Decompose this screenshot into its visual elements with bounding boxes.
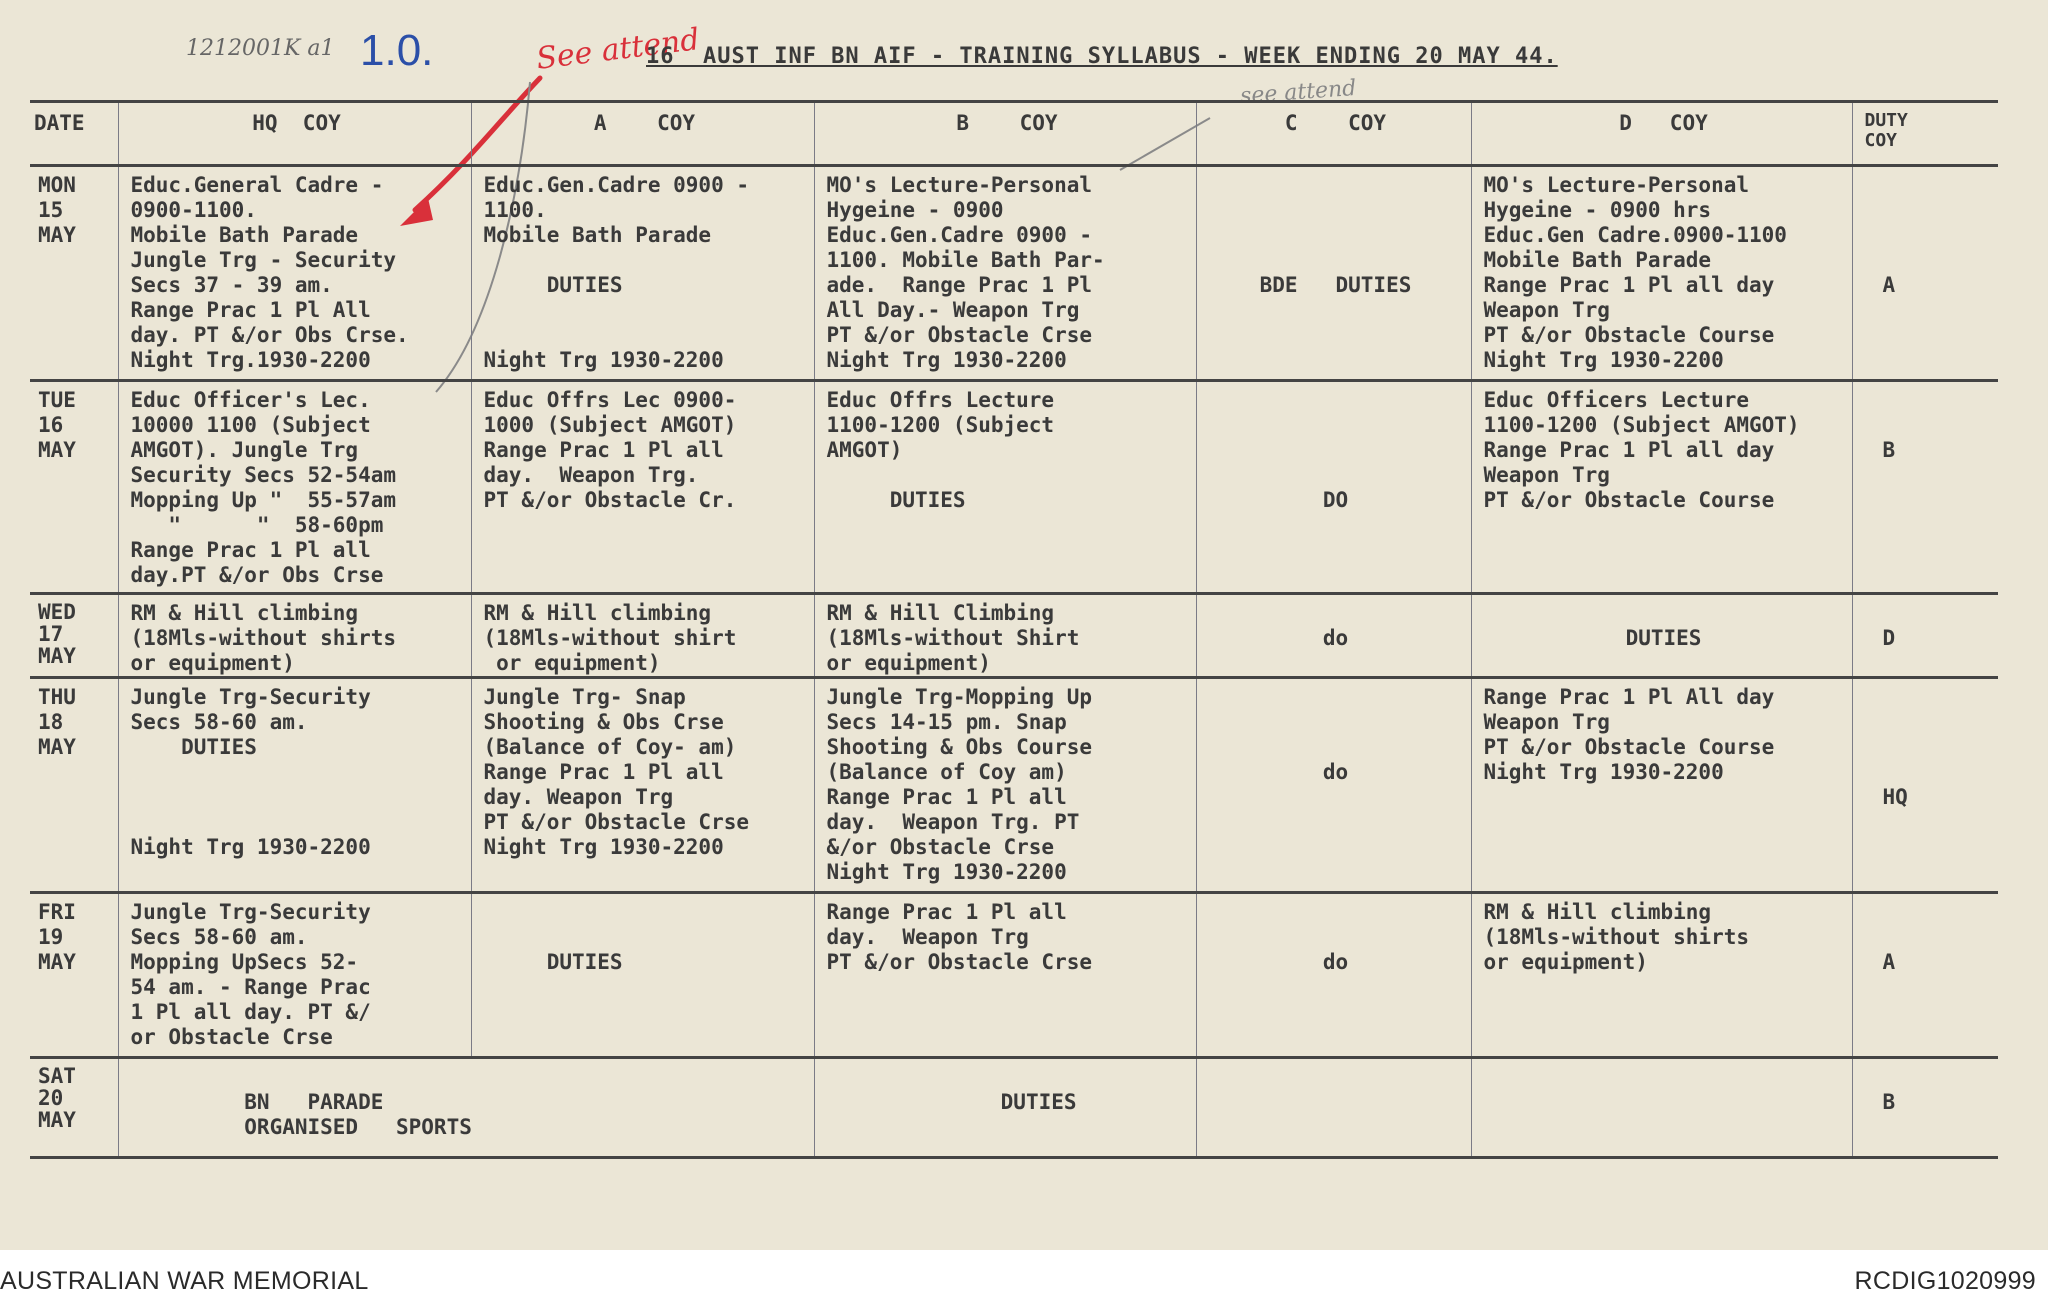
archive-name: AUSTRALIAN WAR MEMORIAL bbox=[0, 1267, 369, 1295]
header-c-coy: C COY bbox=[1196, 102, 1471, 166]
cell-a-coy: DUTIES bbox=[471, 893, 814, 1058]
cell-b-coy: MO's Lecture-Personal Hygeine - 0900 Educ.Gen.Cadre 0900 - 1100. Mobile Bath Par- ade. Range Prac 1 Pl All Day.- Weapon Trg PT &/or Obstacle Crse Night Trg 1930-2200 bbox=[814, 166, 1196, 381]
cell-d-coy bbox=[1471, 1058, 1852, 1158]
cell-b-coy: Educ Offrs Lecture 1100-1200 (Subject AMGOT) DUTIES bbox=[814, 381, 1196, 594]
cell-c-coy: BDE DUTIES bbox=[1196, 166, 1471, 381]
cell-d-coy: DUTIES bbox=[1471, 594, 1852, 678]
cell-d-coy: Range Prac 1 Pl All day Weapon Trg PT &/or Obstacle Course Night Trg 1930-2200 bbox=[1471, 678, 1852, 893]
cell-duty-coy: A bbox=[1852, 166, 1998, 381]
cell-c-coy: do bbox=[1196, 893, 1471, 1058]
cell-c-coy bbox=[1196, 1058, 1471, 1158]
row-date: WED 17 MAY bbox=[38, 600, 76, 668]
cell-duty-coy: HQ bbox=[1852, 678, 1998, 893]
cell-b-coy: Range Prac 1 Pl all day. Weapon Trg PT &/or Obstacle Crse bbox=[814, 893, 1196, 1058]
cell-hq-coy: Educ Officer's Lec. 10000 1100 (Subject AMGOT). Jungle Trg Security Secs 52-54am Mopping Up " 55-57am " " 58-60pm Range Prac 1 Pl all day.PT &/or Obs Crse bbox=[118, 381, 471, 594]
cell-hq-coy: RM & Hill climbing (18Mls-without shirts or equipment) bbox=[118, 594, 471, 678]
header-duty-coy: DUTY COY bbox=[1852, 102, 1998, 166]
cell-hq-a-coy: BN PARADE ORGANISED SPORTS bbox=[118, 1058, 814, 1158]
header-a-coy: A COY bbox=[471, 102, 814, 166]
row-date: THU 18 MAY bbox=[38, 685, 76, 759]
cell-b-coy: RM & Hill Climbing (18Mls-without Shirt or equipment) bbox=[814, 594, 1196, 678]
row-date: MON 15 MAY bbox=[38, 173, 76, 247]
table-row bbox=[30, 381, 1998, 594]
cell-c-coy: DO bbox=[1196, 381, 1471, 594]
cell-d-coy: Educ Officers Lecture 1100-1200 (Subject AMGOT) Range Prac 1 Pl all day Weapon Trg PT &/or Obstacle Course bbox=[1471, 381, 1852, 594]
document-title: 16 AUST INF BN AIF - TRAINING SYLLABUS - WEEK ENDING 20 MAY 44. bbox=[646, 44, 1558, 69]
cell-a-coy: RM & Hill climbing (18Mls-without shirt or equipment) bbox=[471, 594, 814, 678]
pencil-annotation: see attend bbox=[1239, 75, 1358, 110]
header-hq-coy: HQ COY bbox=[118, 102, 471, 166]
table-row bbox=[30, 1058, 1998, 1158]
row-date: TUE 16 MAY bbox=[38, 388, 76, 462]
archive-id: RCDIG1020999 bbox=[1854, 1267, 2036, 1295]
cell-d-coy: RM & Hill climbing (18Mls-without shirts or equipment) bbox=[1471, 893, 1852, 1058]
cell-hq-coy: Jungle Trg-Security Secs 58-60 am. DUTIES Night Trg 1930-2200 bbox=[118, 678, 471, 893]
cell-duty-coy: B bbox=[1852, 1058, 1998, 1158]
cell-a-coy: Jungle Trg- Snap Shooting & Obs Crse (Balance of Coy- am) Range Prac 1 Pl all day. Weapon Trg PT &/or Obstacle Crse Night Trg 1930-2200 bbox=[471, 678, 814, 893]
handwritten-reference: 1212001K a1 bbox=[186, 36, 335, 61]
row-date: SAT 20 MAY bbox=[38, 1064, 76, 1132]
archive-footer bbox=[0, 1250, 2048, 1313]
header-date: DATE bbox=[34, 111, 85, 135]
training-syllabus-table bbox=[30, 100, 1998, 1159]
handwritten-number: 1.0. bbox=[360, 26, 434, 75]
cell-hq-coy: Educ.General Cadre - 0900-1100. Mobile Bath Parade Jungle Trg - Security Secs 37 - 39 am. Range Prac 1 Pl All day. PT &/or Obs Crse. Night Trg.1930-2200 bbox=[118, 166, 471, 381]
cell-duty-coy: B bbox=[1852, 381, 1998, 594]
table-row bbox=[30, 678, 1998, 893]
cell-a-coy: Educ Offrs Lec 0900- 1000 (Subject AMGOT) Range Prac 1 Pl all day. Weapon Trg. PT &/or Obstacle Cr. bbox=[471, 381, 814, 594]
cell-duty-coy: A bbox=[1852, 893, 1998, 1058]
table-row bbox=[30, 893, 1998, 1058]
header-row bbox=[30, 102, 1998, 166]
cell-d-coy: MO's Lecture-Personal Hygeine - 0900 hrs Educ.Gen Cadre.0900-1100 Mobile Bath Parade Range Prac 1 Pl all day Weapon Trg PT &/or Obstacle Course Night Trg 1930-2200 bbox=[1471, 166, 1852, 381]
cell-duty-coy: D bbox=[1852, 594, 1998, 678]
red-annotation: See attend bbox=[534, 22, 702, 77]
table-row bbox=[30, 166, 1998, 381]
header-b-coy: B COY bbox=[814, 102, 1196, 166]
cell-c-coy: do bbox=[1196, 678, 1471, 893]
cell-hq-coy: Jungle Trg-Security Secs 58-60 am. Mopping UpSecs 52- 54 am. - Range Prac 1 Pl all day. PT &/ or Obstacle Crse bbox=[118, 893, 471, 1058]
table-row bbox=[30, 594, 1998, 678]
cell-b-coy: Jungle Trg-Mopping Up Secs 14-15 pm. Snap Shooting & Obs Course (Balance of Coy am) Range Prac 1 Pl all day. Weapon Trg. PT &/or Obstacle Crse Night Trg 1930-2200 bbox=[814, 678, 1196, 893]
cell-a-coy: Educ.Gen.Cadre 0900 - 1100. Mobile Bath Parade DUTIES Night Trg 1930-2200 bbox=[471, 166, 814, 381]
cell-c-coy: do bbox=[1196, 594, 1471, 678]
row-date: FRI 19 MAY bbox=[38, 900, 76, 974]
cell-b-coy: DUTIES bbox=[814, 1058, 1196, 1158]
header-d-coy: D COY bbox=[1471, 102, 1852, 166]
